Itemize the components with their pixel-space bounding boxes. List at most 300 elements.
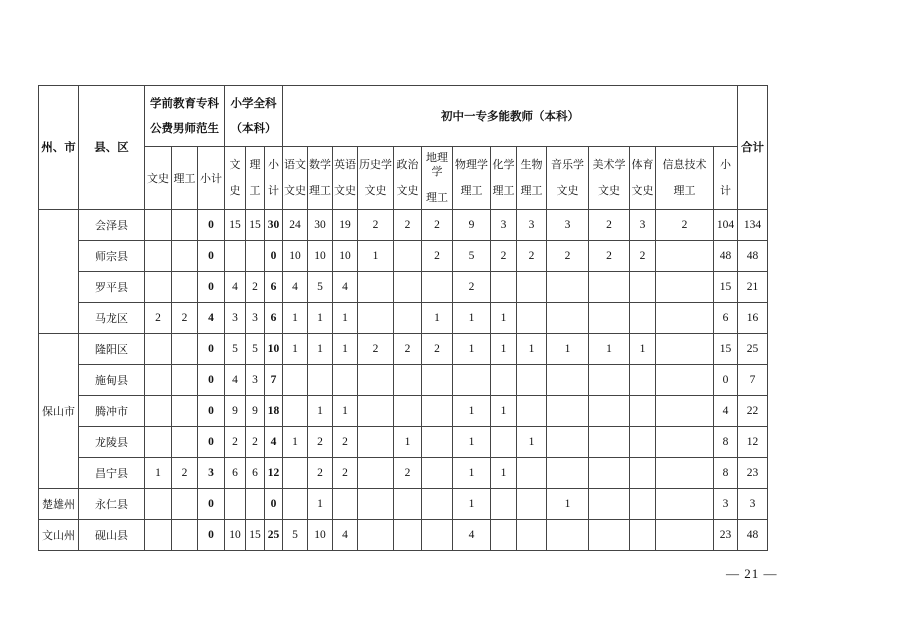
value-cell: [656, 241, 714, 272]
value-cell: [630, 396, 656, 427]
table-row: [39, 241, 768, 272]
county-cell: 马龙区: [79, 303, 145, 334]
table-row: [39, 272, 768, 303]
value-cell: 30: [308, 210, 333, 241]
value-cell: [145, 241, 172, 272]
value-cell: 2: [656, 210, 714, 241]
junior-sub-top: 英语: [334, 158, 356, 171]
value-cell: 4: [265, 427, 283, 458]
header-primary-sub: [265, 147, 283, 210]
junior-sub-top: 地理学: [426, 151, 448, 178]
value-cell: 0: [198, 334, 225, 365]
table-row: [39, 303, 768, 334]
value-cell: [656, 520, 714, 551]
header-primary-sub: [225, 147, 246, 210]
value-cell: 48: [714, 241, 738, 272]
value-cell: [517, 272, 547, 303]
value-cell: 3: [198, 458, 225, 489]
value-cell: [589, 396, 630, 427]
value-cell: 5: [308, 272, 333, 303]
value-cell: [172, 520, 198, 551]
county-cell: 会泽县: [79, 210, 145, 241]
header-county: 县、区: [79, 86, 145, 210]
junior-sub-bottom: 文史: [598, 184, 620, 197]
value-cell: 6: [225, 458, 246, 489]
junior-sub-bottom: 文史: [556, 184, 579, 197]
value-cell: 1: [358, 241, 394, 272]
value-cell: 2: [246, 427, 265, 458]
junior-sub-bottom: 理工: [309, 184, 331, 197]
value-cell: [630, 303, 656, 334]
primary-sub-bottom: 史: [229, 184, 241, 197]
value-cell: [358, 396, 394, 427]
value-cell: 18: [265, 396, 283, 427]
junior-sub-bottom: 文史: [334, 184, 356, 197]
value-cell: 0: [198, 427, 225, 458]
value-cell: [517, 458, 547, 489]
county-cell: 昌宁县: [79, 458, 145, 489]
value-cell: [225, 489, 246, 520]
value-cell: 3: [491, 210, 517, 241]
teacher-plan-table: [38, 85, 768, 551]
value-cell: 24: [283, 210, 308, 241]
value-cell: 7: [265, 365, 283, 396]
value-cell: 2: [333, 427, 358, 458]
value-cell: 1: [453, 489, 491, 520]
value-cell: 2: [225, 427, 246, 458]
value-cell: 4: [225, 365, 246, 396]
value-cell: [358, 303, 394, 334]
table-row: [39, 334, 768, 365]
header-junior-sub: [630, 147, 656, 210]
header-junior-sub: [714, 147, 738, 210]
value-cell: 2: [172, 303, 198, 334]
value-cell: [333, 365, 358, 396]
value-cell: 3: [246, 365, 265, 396]
value-cell: [145, 520, 172, 551]
header-junior-sub: [656, 147, 714, 210]
junior-sub-bottom: 计: [720, 184, 731, 197]
primary-sub-top: 文: [229, 158, 241, 171]
value-cell: [517, 303, 547, 334]
value-cell: [145, 489, 172, 520]
value-cell: [589, 303, 630, 334]
value-cell: 30: [265, 210, 283, 241]
value-cell: [630, 489, 656, 520]
value-cell: 2: [394, 334, 422, 365]
primary-sub-bottom: 工: [249, 184, 261, 197]
value-cell: [422, 272, 453, 303]
table-row: [39, 427, 768, 458]
junior-sub-top: 小: [720, 158, 731, 171]
value-cell: [453, 365, 491, 396]
value-cell: 19: [333, 210, 358, 241]
value-cell: 2: [422, 334, 453, 365]
table-row: [39, 396, 768, 427]
value-cell: [547, 427, 589, 458]
value-cell: 1: [333, 396, 358, 427]
value-cell: [172, 489, 198, 520]
header-junior-sub: [308, 147, 333, 210]
value-cell: [145, 396, 172, 427]
city-cell: 楚雄州: [39, 489, 79, 520]
junior-sub-bottom: 理工: [492, 184, 515, 197]
value-cell: 0: [265, 241, 283, 272]
value-cell: 10: [283, 241, 308, 272]
primary-sub-top: 理: [249, 158, 261, 171]
value-cell: 9: [225, 396, 246, 427]
value-cell: [225, 241, 246, 272]
value-cell: 5: [246, 334, 265, 365]
value-cell: 0: [198, 365, 225, 396]
preschool-title-line2: 公费男师范生: [150, 121, 219, 135]
value-cell: 2: [358, 210, 394, 241]
value-cell: [358, 458, 394, 489]
value-cell: 1: [453, 303, 491, 334]
header-junior-sub: [547, 147, 589, 210]
value-cell: [422, 396, 453, 427]
value-cell: [491, 427, 517, 458]
value-cell: [172, 210, 198, 241]
header-junior-sub: [517, 147, 547, 210]
value-cell: 23: [714, 520, 738, 551]
county-cell: 龙陵县: [79, 427, 145, 458]
value-cell: 6: [265, 272, 283, 303]
value-cell: [358, 520, 394, 551]
table-row: [39, 458, 768, 489]
value-cell: 1: [491, 458, 517, 489]
value-cell: [630, 427, 656, 458]
value-cell: 1: [547, 489, 589, 520]
value-cell: [656, 427, 714, 458]
value-cell: [547, 396, 589, 427]
junior-sub-top: 数学: [309, 158, 331, 171]
value-cell: 0: [198, 489, 225, 520]
county-cell: 永仁县: [79, 489, 145, 520]
value-cell: 3: [246, 303, 265, 334]
value-cell: 1: [308, 303, 333, 334]
county-cell: 砚山县: [79, 520, 145, 551]
value-cell: [630, 458, 656, 489]
value-cell: 4: [333, 520, 358, 551]
value-cell: 3: [714, 489, 738, 520]
value-cell: 4: [225, 272, 246, 303]
table-row: [39, 520, 768, 551]
value-cell: 2: [333, 458, 358, 489]
value-cell: [422, 427, 453, 458]
value-cell: [547, 520, 589, 551]
junior-sub-top: 历史学: [359, 158, 392, 171]
value-cell: [246, 489, 265, 520]
value-cell: 2: [308, 427, 333, 458]
value-cell: 0: [198, 272, 225, 303]
value-cell: 4: [283, 272, 308, 303]
value-cell: [394, 520, 422, 551]
value-cell: 25: [265, 520, 283, 551]
value-cell: [517, 396, 547, 427]
value-cell: [589, 458, 630, 489]
value-cell: [358, 489, 394, 520]
county-cell: 腾冲市: [79, 396, 145, 427]
value-cell: 15: [246, 520, 265, 551]
value-cell: 2: [453, 272, 491, 303]
city-cell: 文山州: [39, 520, 79, 551]
value-cell: 1: [547, 334, 589, 365]
junior-sub-bottom: 理工: [460, 184, 483, 197]
junior-sub-bottom: 文史: [364, 184, 387, 197]
value-cell: [172, 427, 198, 458]
value-cell: 0: [198, 396, 225, 427]
value-cell: 0: [265, 489, 283, 520]
value-cell: [283, 458, 308, 489]
value-cell: 1: [589, 334, 630, 365]
value-cell: [283, 396, 308, 427]
value-cell: 3: [630, 210, 656, 241]
city-cell: 保山市: [39, 334, 79, 489]
value-cell: 2: [308, 458, 333, 489]
city-cell: [39, 210, 79, 334]
value-cell: 2: [547, 241, 589, 272]
value-cell: 1: [283, 427, 308, 458]
header-preschool-sub: 文史: [145, 147, 172, 210]
value-cell: [145, 334, 172, 365]
value-cell: 1: [491, 396, 517, 427]
value-cell: 3: [517, 210, 547, 241]
value-cell: 1: [491, 334, 517, 365]
table-body: [39, 210, 768, 551]
junior-sub-bottom: 文史: [396, 184, 419, 197]
value-cell: 2: [394, 458, 422, 489]
value-cell: [630, 365, 656, 396]
value-cell: [589, 489, 630, 520]
header-junior-sub: [491, 147, 517, 210]
header-primary-sub: [246, 147, 265, 210]
header-group-preschool: [145, 86, 225, 147]
value-cell: [656, 365, 714, 396]
value-cell: [394, 272, 422, 303]
value-cell: 2: [422, 210, 453, 241]
header-junior-sub: [453, 147, 491, 210]
header-preschool-sub: 理工: [172, 147, 198, 210]
value-cell: [491, 365, 517, 396]
value-cell: [172, 365, 198, 396]
value-cell: [547, 458, 589, 489]
value-cell: [283, 365, 308, 396]
value-cell: 9: [246, 396, 265, 427]
junior-sub-top: 物理学: [455, 158, 488, 171]
value-cell: 7: [738, 365, 768, 396]
value-cell: 6: [714, 303, 738, 334]
value-cell: 3: [225, 303, 246, 334]
table-row: [39, 210, 768, 241]
value-cell: [422, 489, 453, 520]
value-cell: [333, 489, 358, 520]
value-cell: 10: [308, 241, 333, 272]
junior-sub-bottom: 文史: [631, 184, 654, 197]
value-cell: [308, 365, 333, 396]
value-cell: [517, 520, 547, 551]
value-cell: 1: [517, 427, 547, 458]
primary-title-line2: （本科）: [230, 121, 277, 135]
header-junior-sub: [283, 147, 308, 210]
value-cell: [145, 365, 172, 396]
value-cell: [145, 272, 172, 303]
value-cell: 1: [308, 489, 333, 520]
value-cell: 10: [265, 334, 283, 365]
header-city: 州、市: [39, 86, 79, 210]
value-cell: 0: [198, 241, 225, 272]
county-cell: 罗平县: [79, 272, 145, 303]
value-cell: [358, 427, 394, 458]
value-cell: 1: [333, 303, 358, 334]
value-cell: [656, 396, 714, 427]
value-cell: 2: [517, 241, 547, 272]
value-cell: 1: [630, 334, 656, 365]
value-cell: [172, 241, 198, 272]
header-junior-sub: [422, 147, 453, 210]
value-cell: [589, 427, 630, 458]
value-cell: 2: [630, 241, 656, 272]
value-cell: 12: [738, 427, 768, 458]
value-cell: 4: [198, 303, 225, 334]
value-cell: [422, 365, 453, 396]
value-cell: [547, 303, 589, 334]
value-cell: 2: [145, 303, 172, 334]
table-row: [39, 365, 768, 396]
value-cell: 5: [283, 520, 308, 551]
value-cell: 4: [714, 396, 738, 427]
value-cell: 5: [225, 334, 246, 365]
value-cell: [394, 489, 422, 520]
primary-sub-bottom: 计: [268, 184, 279, 197]
header-group-primary: [225, 86, 283, 147]
value-cell: 1: [394, 427, 422, 458]
value-cell: 1: [491, 303, 517, 334]
value-cell: [394, 396, 422, 427]
value-cell: 1: [283, 303, 308, 334]
value-cell: [656, 334, 714, 365]
junior-sub-bottom: 文史: [284, 184, 306, 197]
value-cell: [172, 396, 198, 427]
table-row: [39, 489, 768, 520]
value-cell: [358, 365, 394, 396]
value-cell: 104: [714, 210, 738, 241]
table-header: [39, 86, 768, 210]
header-junior-sub: [394, 147, 422, 210]
value-cell: 5: [453, 241, 491, 272]
junior-sub-bottom: 理工: [673, 184, 696, 197]
value-cell: 22: [738, 396, 768, 427]
value-cell: 0: [198, 210, 225, 241]
value-cell: 1: [453, 334, 491, 365]
value-cell: 4: [333, 272, 358, 303]
value-cell: 48: [738, 241, 768, 272]
value-cell: 1: [145, 458, 172, 489]
value-cell: 2: [589, 210, 630, 241]
value-cell: [172, 272, 198, 303]
value-cell: 3: [738, 489, 768, 520]
header-group-junior: 初中一专多能教师（本科）: [283, 86, 738, 147]
county-cell: 师宗县: [79, 241, 145, 272]
value-cell: [656, 272, 714, 303]
value-cell: 1: [308, 334, 333, 365]
primary-sub-top: 小: [268, 158, 279, 171]
value-cell: 10: [333, 241, 358, 272]
county-cell: 隆阳区: [79, 334, 145, 365]
header-total: 合计: [738, 86, 768, 210]
header-junior-sub: [589, 147, 630, 210]
value-cell: [517, 365, 547, 396]
value-cell: 1: [453, 458, 491, 489]
value-cell: [589, 520, 630, 551]
value-cell: 48: [738, 520, 768, 551]
value-cell: [358, 272, 394, 303]
primary-title-line1: 小学全科: [230, 96, 277, 110]
value-cell: [491, 489, 517, 520]
value-cell: 1: [308, 396, 333, 427]
value-cell: 0: [198, 520, 225, 551]
value-cell: [547, 365, 589, 396]
value-cell: [630, 520, 656, 551]
value-cell: 21: [738, 272, 768, 303]
value-cell: 6: [265, 303, 283, 334]
value-cell: 15: [246, 210, 265, 241]
value-cell: 2: [422, 241, 453, 272]
value-cell: 2: [246, 272, 265, 303]
value-cell: 1: [422, 303, 453, 334]
value-cell: [589, 272, 630, 303]
value-cell: [172, 334, 198, 365]
value-cell: [145, 427, 172, 458]
value-cell: 25: [738, 334, 768, 365]
value-cell: 4: [453, 520, 491, 551]
value-cell: [656, 489, 714, 520]
page-number: — 21 —: [726, 566, 778, 581]
junior-sub-top: 美术学: [592, 158, 626, 171]
value-cell: 3: [547, 210, 589, 241]
value-cell: 0: [714, 365, 738, 396]
value-cell: 8: [714, 427, 738, 458]
value-cell: [491, 272, 517, 303]
value-cell: 16: [738, 303, 768, 334]
junior-sub-bottom: 理工: [426, 191, 448, 204]
county-cell: 施甸县: [79, 365, 145, 396]
value-cell: [491, 520, 517, 551]
value-cell: 2: [589, 241, 630, 272]
value-cell: [630, 272, 656, 303]
value-cell: 1: [517, 334, 547, 365]
junior-sub-top: 语文: [284, 158, 306, 171]
header-junior-sub: [358, 147, 394, 210]
value-cell: 134: [738, 210, 768, 241]
value-cell: [589, 365, 630, 396]
value-cell: [517, 489, 547, 520]
value-cell: 2: [491, 241, 517, 272]
value-cell: 6: [246, 458, 265, 489]
value-cell: [422, 458, 453, 489]
value-cell: 15: [714, 334, 738, 365]
value-cell: 2: [172, 458, 198, 489]
header-junior-sub: [333, 147, 358, 210]
value-cell: [656, 458, 714, 489]
junior-sub-top: 音乐学: [551, 158, 584, 171]
value-cell: 9: [453, 210, 491, 241]
value-cell: 10: [308, 520, 333, 551]
value-cell: 8: [714, 458, 738, 489]
value-cell: [246, 241, 265, 272]
value-cell: 23: [738, 458, 768, 489]
value-cell: [394, 365, 422, 396]
